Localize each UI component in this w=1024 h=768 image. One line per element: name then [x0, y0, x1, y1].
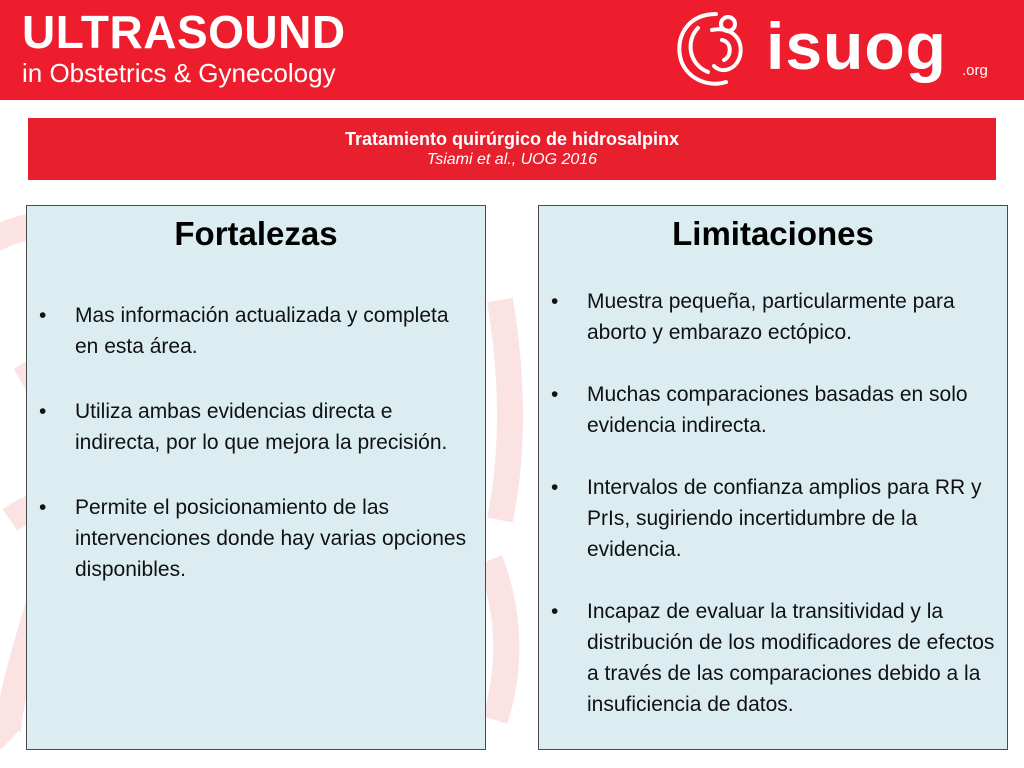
bullet-icon: • — [551, 290, 559, 313]
strengths-panel — [26, 205, 486, 750]
isuog-fetus-logo-icon — [668, 4, 760, 96]
journal-title: ULTRASOUND — [22, 6, 346, 58]
list-item — [539, 472, 1007, 565]
bullet-icon: • — [551, 476, 559, 499]
study-citation: Tsiami et al., UOG 2016 — [426, 151, 598, 168]
strengths-list — [27, 300, 485, 585]
list-item — [539, 379, 1007, 441]
limitation-text: Intervalos de confianza amplios para RR y PrIs, sugiriendo incertidumbre de la evidencia. — [587, 476, 982, 561]
list-item — [27, 396, 485, 458]
strengths-title: Fortalezas — [174, 215, 338, 252]
bullet-icon: • — [551, 383, 559, 406]
list-item — [27, 300, 485, 362]
bullet-icon: • — [39, 304, 47, 327]
strength-text: Utiliza ambas evidencias directa e indirecta, por lo que mejora la precisión. — [75, 400, 448, 454]
study-title: Tratamiento quirúrgico de hidrosalpinx — [344, 129, 680, 149]
journal-subtitle: in Obstetrics & Gynecology — [22, 58, 336, 88]
limitation-text: Muchas comparaciones basadas en solo evidencia indirecta. — [587, 383, 968, 437]
logo-domain-suffix: .org — [962, 62, 988, 79]
bullet-icon: • — [39, 496, 47, 519]
limitation-text: Muestra pequeña, particularmente para aborto y embarazo ectópico. — [587, 290, 955, 344]
list-item — [27, 492, 485, 585]
isuog-logo[interactable] — [668, 4, 1008, 96]
limitations-panel — [538, 205, 1008, 750]
bullet-icon: • — [551, 600, 559, 623]
journal-header — [0, 0, 1024, 100]
bullet-icon: • — [39, 400, 47, 423]
logo-wordmark: isuog — [766, 9, 947, 83]
list-item — [539, 286, 1007, 348]
strength-text: Permite el posicionamiento de las intervenciones donde hay varias opciones disponibles. — [75, 496, 467, 581]
strength-text: Mas información actualizada y completa en esta área. — [75, 304, 449, 358]
limitations-list — [539, 286, 1007, 720]
study-banner — [28, 118, 996, 180]
limitation-text: Incapaz de evaluar la transitividad y la distribución de los modificadores de efectos a través de las comparaciones debido a la insuficiencia de datos. — [587, 600, 995, 716]
list-item — [539, 596, 1007, 720]
limitations-title: Limitaciones — [672, 215, 874, 252]
